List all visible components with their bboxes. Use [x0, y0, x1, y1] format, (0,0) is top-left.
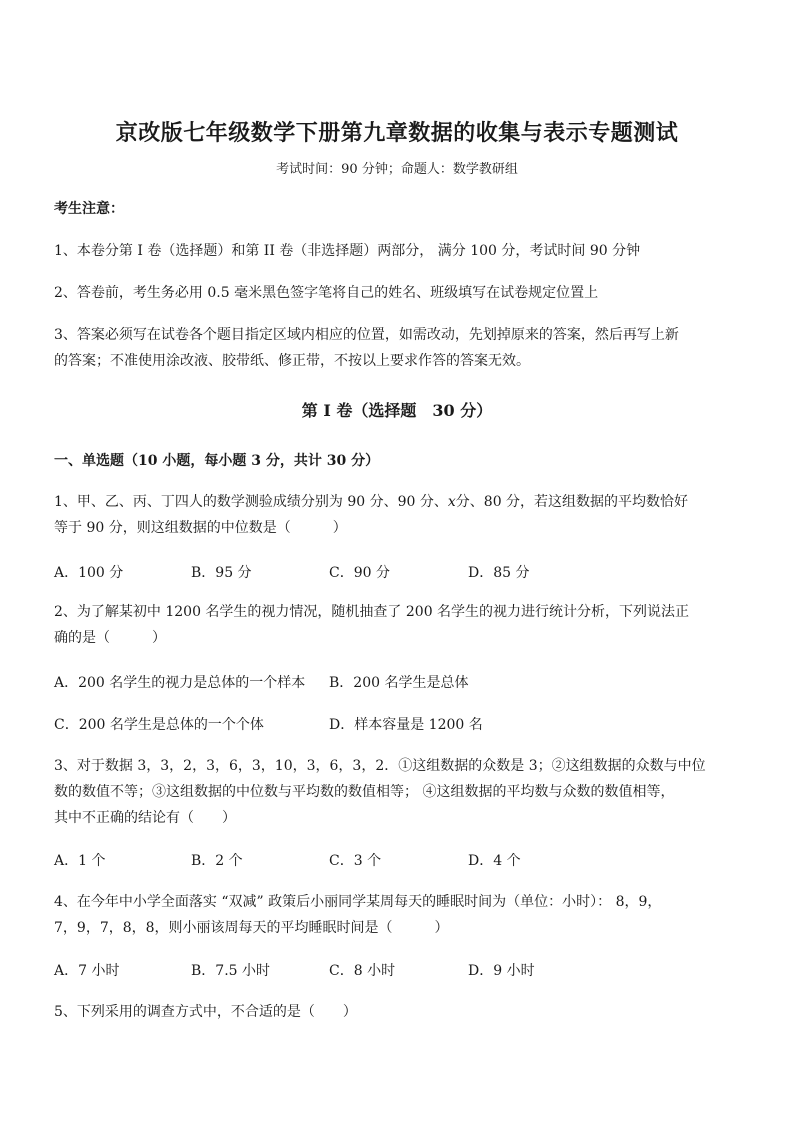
q1-option-a[interactable]: A．100 分 — [54, 565, 124, 581]
q3-option-c[interactable]: C．3 个 — [329, 853, 382, 869]
q4-option-d[interactable]: D．9 小时 — [468, 963, 535, 979]
question-2-line-2: 确的是（ ） — [54, 630, 166, 646]
question-1-line-1: 1、甲、乙、丙、丁四人的数学测验成绩分别为 90 分、90 分、x分、80 分，若这组数据的平均数恰好 — [54, 494, 689, 510]
q2-option-b[interactable]: B．200 名学生是总体 — [329, 675, 469, 691]
notice-item-1: 1、本卷分第 I 卷（选择题）和第 II 卷（非选择题）两部分， 满分 100 分，考试时间 90 分钟 — [54, 243, 641, 259]
page-title: 京改版七年级数学下册第九章数据的收集与表示专题测试 — [115, 120, 679, 146]
exam-info: 考试时间：90 分钟；命题人：数学教研组 — [276, 162, 518, 177]
q3-option-a[interactable]: A．1 个 — [54, 853, 106, 869]
notice-item-2: 2、答卷前，考生务必用 0.5 毫米黑色签字笔将自己的姓名、班级填写在试卷规定位置上 — [54, 285, 599, 301]
q2-option-c[interactable]: C．200 名学生是总体的一个个体 — [54, 717, 264, 733]
q4-option-b[interactable]: B．7.5 小时 — [191, 963, 271, 979]
q3-option-d[interactable]: D．4 个 — [468, 853, 521, 869]
question-4-line-1: 4、在今年中小学全面落实 “双减” 政策后小丽同学某周每天的睡眠时间为（单位：小时）： 8，9， — [54, 894, 662, 910]
notice-item-3: 3、答案必须写在试卷各个题目指定区域内相应的位置，如需改动，先划掉原来的答案，然后再写上新 — [54, 327, 679, 343]
notice-heading: 考生注意： — [54, 201, 124, 217]
question-3-line-3: 其中不正确的结论有（ ） — [54, 810, 236, 826]
q4-option-a[interactable]: A．7 小时 — [54, 963, 120, 979]
q2-option-a[interactable]: A．200 名学生的视力是总体的一个样本 — [54, 675, 306, 691]
section-title: 第 I 卷（选择题 30 分） — [301, 401, 493, 420]
notice-item-3-cont: 的答案；不准使用涂改液、胶带纸、修正带，不按以上要求作答的答案无效。 — [54, 353, 530, 369]
question-5-line-1: 5、下列采用的调查方式中，不合适的是（ ） — [54, 1004, 357, 1020]
q1-option-c[interactable]: C．90 分 — [329, 565, 390, 581]
q3-option-b[interactable]: B．2 个 — [191, 853, 243, 869]
variable-x: x — [447, 494, 456, 510]
question-3-line-1: 3、对于数据 3，3，2，3，6，3，10，3，6，3，2．①这组数据的众数是 3；②这组数据的众数与中位 — [54, 758, 706, 774]
q1-option-b[interactable]: B．95 分 — [191, 565, 252, 581]
q4-option-c[interactable]: C．8 小时 — [329, 963, 396, 979]
question-3-line-2: 数的数值不等；③这组数据的中位数与平均数的数值相等； ④这组数据的平均数与众数的数值相等， — [54, 784, 675, 800]
q1-option-d[interactable]: D．85 分 — [468, 565, 530, 581]
question-2-line-1: 2、为了解某初中 1200 名学生的视力情况，随机抽查了 200 名学生的视力进行统计分析，下列说法正 — [54, 604, 690, 620]
question-4-line-2: 7，9，7，8，8，则小丽该周每天的平均睡眠时间是（ ） — [54, 920, 449, 936]
question-1-line-2: 等于 90 分，则这组数据的中位数是（ ） — [54, 520, 347, 536]
q2-option-d[interactable]: D．样本容量是 1200 名 — [329, 717, 483, 733]
part-heading: 一、单选题（10 小题，每小题 3 分，共计 30 分） — [54, 453, 380, 469]
